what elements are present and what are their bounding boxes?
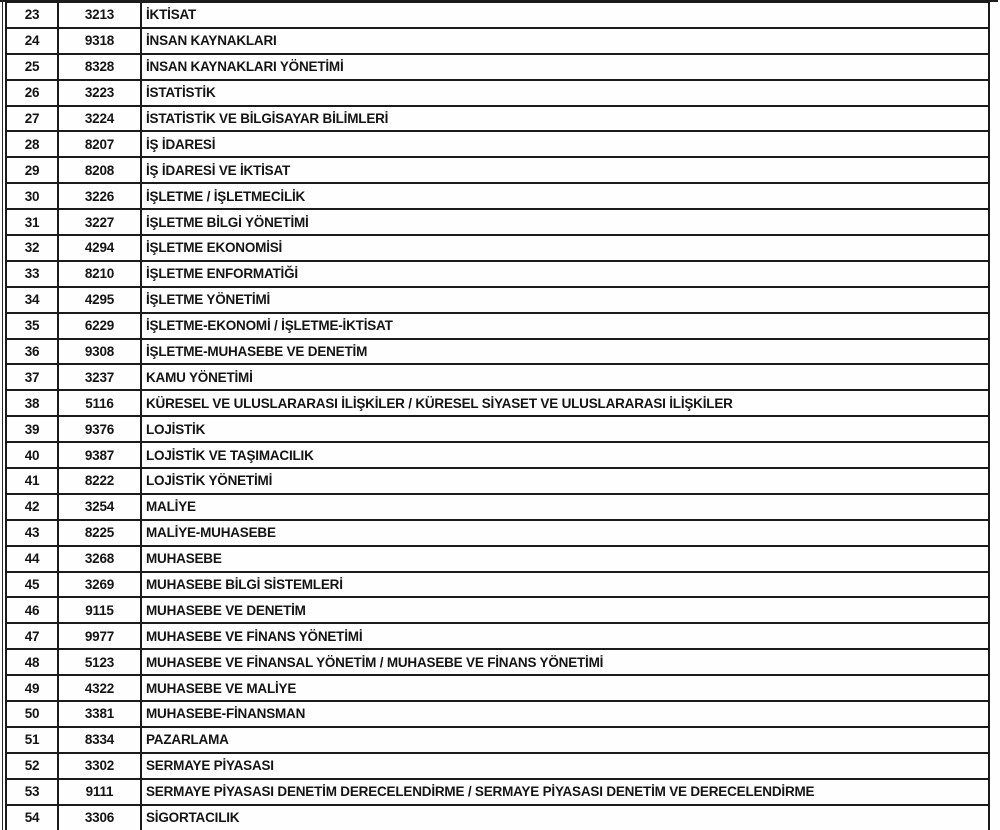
- program-code-cell: 8225: [58, 520, 141, 546]
- row-number-cell: 33: [6, 261, 58, 287]
- table-row: [6, 390, 989, 416]
- table-row: [6, 54, 989, 80]
- program-name-cell: KÜRESEL VE ULUSLARARASI İLİŞKİLER / KÜRESEL SİYASET VE ULUSLARARASI İLİŞKİLER: [141, 390, 989, 416]
- table-row: [6, 468, 989, 494]
- program-code-cell: 9376: [58, 416, 141, 442]
- table-body: [6, 2, 989, 830]
- program-code-cell: 4294: [58, 235, 141, 261]
- table-row: [6, 2, 989, 28]
- table-row: [6, 183, 989, 209]
- row-number-cell: 44: [6, 546, 58, 572]
- program-name-cell: İŞ İDARESİ: [141, 131, 989, 157]
- row-number-cell: 52: [6, 753, 58, 779]
- row-number-cell: 38: [6, 390, 58, 416]
- program-name-cell: MUHASEBE BİLGİ SİSTEMLERİ: [141, 572, 989, 598]
- row-number-cell: 43: [6, 520, 58, 546]
- table-row: [6, 364, 989, 390]
- table-row: [6, 131, 989, 157]
- program-code-cell: 9111: [58, 779, 141, 805]
- program-name-cell: İŞLETME EKONOMİSİ: [141, 235, 989, 261]
- program-codes-table: [5, 1, 990, 830]
- table-row: [6, 597, 989, 623]
- table-row: [6, 520, 989, 546]
- program-name-cell: İSTATİSTİK: [141, 80, 989, 106]
- program-name-cell: LOJİSTİK VE TAŞIMACILIK: [141, 442, 989, 468]
- table-row: [6, 753, 989, 779]
- program-code-cell: 3302: [58, 753, 141, 779]
- table-row: [6, 546, 989, 572]
- row-number-cell: 41: [6, 468, 58, 494]
- program-code-cell: 8207: [58, 131, 141, 157]
- program-name-cell: SERMAYE PİYASASI: [141, 753, 989, 779]
- program-name-cell: İSTATİSTİK VE BİLGİSAYAR BİLİMLERİ: [141, 106, 989, 132]
- program-code-cell: 3381: [58, 701, 141, 727]
- row-number-cell: 29: [6, 157, 58, 183]
- row-number-cell: 46: [6, 597, 58, 623]
- row-number-cell: 51: [6, 727, 58, 753]
- row-number-cell: 54: [6, 805, 58, 830]
- row-number-cell: 26: [6, 80, 58, 106]
- table-row: [6, 805, 989, 830]
- program-name-cell: LOJİSTİK: [141, 416, 989, 442]
- program-code-cell: 9977: [58, 623, 141, 649]
- program-code-cell: 5123: [58, 649, 141, 675]
- program-code-cell: 9387: [58, 442, 141, 468]
- row-number-cell: 47: [6, 623, 58, 649]
- program-name-cell: İŞLETME-EKONOMİ / İŞLETME-İKTİSAT: [141, 313, 989, 339]
- program-name-cell: İŞLETME YÖNETİMİ: [141, 287, 989, 313]
- program-code-cell: 3213: [58, 2, 141, 28]
- row-number-cell: 45: [6, 572, 58, 598]
- program-name-cell: SİGORTACILIK: [141, 805, 989, 830]
- row-number-cell: 24: [6, 28, 58, 54]
- row-number-cell: 40: [6, 442, 58, 468]
- row-number-cell: 23: [6, 2, 58, 28]
- table-row: [6, 442, 989, 468]
- row-number-cell: 49: [6, 675, 58, 701]
- table-row: [6, 701, 989, 727]
- program-name-cell: İŞLETME ENFORMATİĞİ: [141, 261, 989, 287]
- table-row: [6, 779, 989, 805]
- row-number-cell: 32: [6, 235, 58, 261]
- table-row: [6, 157, 989, 183]
- table-row: [6, 727, 989, 753]
- program-name-cell: SERMAYE PİYASASI DENETİM DERECELENDİRME / SERMAYE PİYASASI DENETİM VE DERECELENDİRME: [141, 779, 989, 805]
- table-row: [6, 313, 989, 339]
- program-code-cell: 3269: [58, 572, 141, 598]
- program-code-cell: 3224: [58, 106, 141, 132]
- program-name-cell: İKTİSAT: [141, 2, 989, 28]
- program-code-cell: 4322: [58, 675, 141, 701]
- program-name-cell: İŞLETME / İŞLETMECİLİK: [141, 183, 989, 209]
- program-code-cell: 6229: [58, 313, 141, 339]
- program-name-cell: MUHASEBE VE FİNANS YÖNETİMİ: [141, 623, 989, 649]
- row-number-cell: 25: [6, 54, 58, 80]
- row-number-cell: 50: [6, 701, 58, 727]
- program-code-cell: 8208: [58, 157, 141, 183]
- row-number-cell: 27: [6, 106, 58, 132]
- program-code-cell: 8222: [58, 468, 141, 494]
- table-row: [6, 106, 989, 132]
- row-number-cell: 42: [6, 494, 58, 520]
- program-name-cell: MUHASEBE VE FİNANSAL YÖNETİM / MUHASEBE VE FİNANS YÖNETİMİ: [141, 649, 989, 675]
- row-number-cell: 30: [6, 183, 58, 209]
- table-row: [6, 623, 989, 649]
- row-number-cell: 34: [6, 287, 58, 313]
- table-row: [6, 28, 989, 54]
- table-row: [6, 339, 989, 365]
- program-name-cell: MALİYE-MUHASEBE: [141, 520, 989, 546]
- program-code-cell: 3227: [58, 209, 141, 235]
- program-code-cell: 8334: [58, 727, 141, 753]
- program-code-cell: 3254: [58, 494, 141, 520]
- program-name-cell: İŞ İDARESİ VE İKTİSAT: [141, 157, 989, 183]
- table-row: [6, 235, 989, 261]
- program-code-cell: 3268: [58, 546, 141, 572]
- program-code-cell: 3306: [58, 805, 141, 830]
- scan-artifact-left-line: [2, 0, 3, 830]
- row-number-cell: 53: [6, 779, 58, 805]
- program-code-cell: 9115: [58, 597, 141, 623]
- row-number-cell: 48: [6, 649, 58, 675]
- table-row: [6, 287, 989, 313]
- row-number-cell: 28: [6, 131, 58, 157]
- table-row: [6, 416, 989, 442]
- program-code-cell: 8328: [58, 54, 141, 80]
- program-code-cell: 8210: [58, 261, 141, 287]
- row-number-cell: 36: [6, 339, 58, 365]
- table-row: [6, 572, 989, 598]
- program-code-cell: 5116: [58, 390, 141, 416]
- row-number-cell: 35: [6, 313, 58, 339]
- program-code-cell: 3226: [58, 183, 141, 209]
- program-name-cell: İNSAN KAYNAKLARI YÖNETİMİ: [141, 54, 989, 80]
- table-row: [6, 80, 989, 106]
- program-name-cell: LOJİSTİK YÖNETİMİ: [141, 468, 989, 494]
- table-row: [6, 494, 989, 520]
- program-code-cell: 9308: [58, 339, 141, 365]
- row-number-cell: 31: [6, 209, 58, 235]
- program-name-cell: MUHASEBE: [141, 546, 989, 572]
- program-name-cell: MALİYE: [141, 494, 989, 520]
- program-name-cell: İNSAN KAYNAKLARI: [141, 28, 989, 54]
- program-name-cell: KAMU YÖNETİMİ: [141, 364, 989, 390]
- program-name-cell: MUHASEBE VE MALİYE: [141, 675, 989, 701]
- row-number-cell: 39: [6, 416, 58, 442]
- table-row: [6, 261, 989, 287]
- program-name-cell: MUHASEBE-FİNANSMAN: [141, 701, 989, 727]
- program-name-cell: PAZARLAMA: [141, 727, 989, 753]
- table-row: [6, 675, 989, 701]
- program-code-cell: 3237: [58, 364, 141, 390]
- program-name-cell: İŞLETME BİLGİ YÖNETİMİ: [141, 209, 989, 235]
- table-row: [6, 649, 989, 675]
- table-row: [6, 209, 989, 235]
- program-code-cell: 3223: [58, 80, 141, 106]
- program-name-cell: MUHASEBE VE DENETİM: [141, 597, 989, 623]
- row-number-cell: 37: [6, 364, 58, 390]
- program-code-cell: 4295: [58, 287, 141, 313]
- program-name-cell: İŞLETME-MUHASEBE VE DENETİM: [141, 339, 989, 365]
- program-code-cell: 9318: [58, 28, 141, 54]
